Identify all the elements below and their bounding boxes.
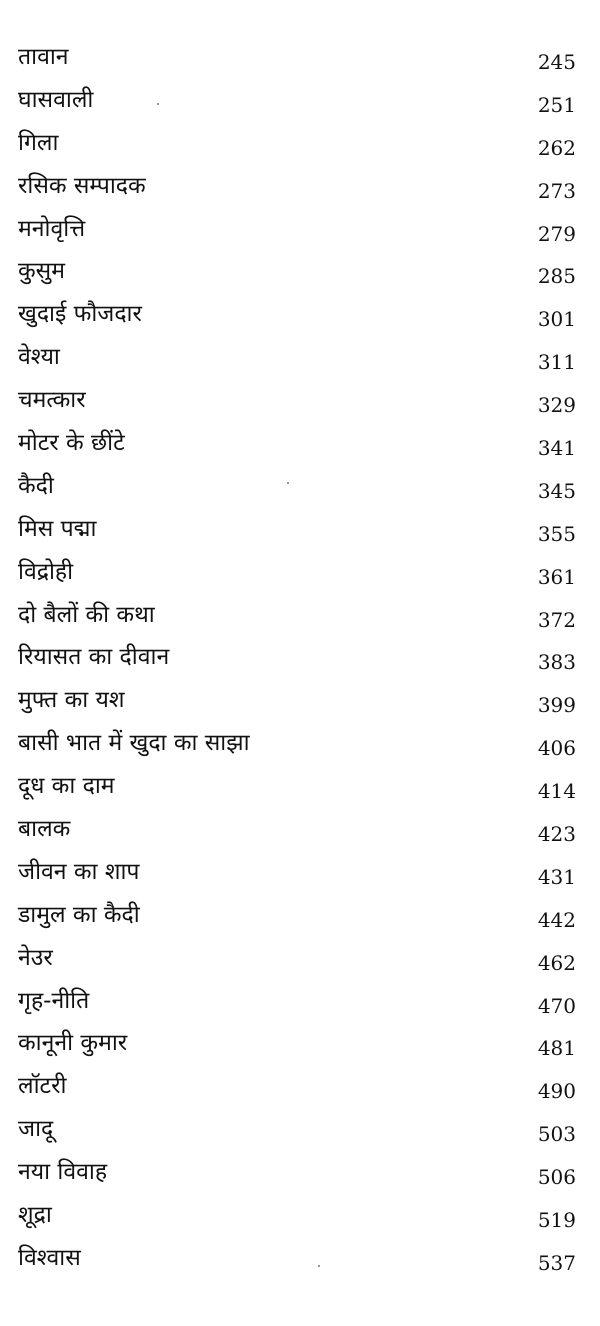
page-number: 345	[537, 478, 576, 503]
print-speck	[157, 103, 159, 105]
page-number: 245	[537, 50, 576, 74]
toc-row	[0, 1155, 600, 1198]
page-number: 361	[537, 564, 576, 589]
page-number: 311	[537, 350, 576, 375]
page-number: 442	[537, 907, 576, 932]
page-number: 481	[537, 1036, 576, 1061]
story-title: कुसुम	[18, 258, 65, 285]
story-title: चमत्कार	[18, 387, 86, 414]
toc-row	[0, 683, 600, 726]
toc-row	[0, 126, 600, 169]
toc-row	[0, 812, 600, 855]
toc-row	[0, 340, 600, 383]
story-title: गृह-नीति	[18, 987, 90, 1014]
page-number: 503	[537, 1122, 576, 1147]
page-number: 490	[537, 1079, 576, 1104]
story-title: बासी भात में खुदा का साझा	[18, 730, 250, 757]
story-title: जीवन का शाप	[18, 858, 140, 885]
page-number: 372	[537, 607, 576, 632]
story-title: वेश्या	[18, 344, 60, 371]
story-title: शूद्रा	[18, 1202, 52, 1229]
toc-row	[0, 1198, 600, 1241]
story-title: कानूनी कुमार	[18, 1030, 128, 1057]
page-number: 341	[537, 436, 576, 461]
toc-row	[0, 1241, 600, 1284]
page-number: 279	[537, 221, 576, 246]
toc-row	[0, 1026, 600, 1069]
page-number: 462	[537, 950, 576, 975]
toc-row	[0, 769, 600, 812]
page-number: 301	[537, 307, 576, 332]
table-of-contents	[0, 40, 600, 1284]
story-title: विश्वास	[18, 1244, 81, 1271]
story-title: दूध का दाम	[18, 773, 115, 800]
story-title: मोटर के छींटे	[18, 430, 125, 457]
story-title: जादू	[18, 1116, 54, 1143]
story-title: दो बैलों की कथा	[18, 601, 155, 628]
page-number: 399	[537, 693, 576, 718]
toc-row	[0, 469, 600, 512]
page-number: 537	[537, 1250, 576, 1275]
story-title: खुदाई फौजदार	[18, 301, 142, 328]
story-title: लॉटरी	[18, 1073, 67, 1100]
toc-row	[0, 212, 600, 255]
page-number: 329	[537, 393, 576, 418]
toc-row	[0, 169, 600, 212]
page-number: 383	[537, 650, 576, 675]
print-speck	[318, 1265, 320, 1267]
story-title: डामुल का कैदी	[18, 901, 140, 928]
toc-row	[0, 1112, 600, 1155]
page-number: 251	[537, 92, 576, 117]
story-title: नया विवाह	[18, 1159, 108, 1186]
page-number: 423	[537, 822, 576, 847]
toc-row	[0, 598, 600, 641]
story-title: नेउर	[18, 944, 53, 971]
story-title: तावान	[18, 44, 69, 70]
print-speck	[287, 482, 289, 484]
toc-row	[0, 426, 600, 469]
page-number: 273	[537, 178, 576, 203]
page-number: 470	[537, 993, 576, 1018]
toc-row	[0, 726, 600, 769]
toc-row	[0, 941, 600, 984]
story-title: रसिक सम्पादक	[18, 172, 146, 199]
toc-row	[0, 254, 600, 297]
toc-row	[0, 855, 600, 898]
toc-row	[0, 383, 600, 426]
page-number: 285	[537, 264, 576, 289]
toc-row	[0, 984, 600, 1027]
story-title: मुफ्त का यश	[18, 687, 125, 714]
toc-row	[0, 83, 600, 126]
story-title: कैदी	[18, 472, 54, 499]
story-title: रियासत का दीवान	[18, 644, 170, 671]
story-title: मिस पद्मा	[18, 515, 97, 542]
toc-row	[0, 640, 600, 683]
toc-row	[0, 898, 600, 941]
page-number: 262	[537, 135, 576, 160]
story-title: घासवाली	[18, 86, 94, 113]
page-number: 414	[537, 779, 576, 804]
toc-row	[0, 297, 600, 340]
page-number: 506	[537, 1165, 576, 1190]
toc-row	[0, 1069, 600, 1112]
toc-row	[0, 512, 600, 555]
story-title: मनोवृत्ति	[18, 215, 86, 242]
toc-row	[0, 40, 600, 83]
story-title: गिला	[18, 129, 59, 156]
toc-row	[0, 555, 600, 598]
page-number: 355	[537, 521, 576, 546]
page-number: 406	[537, 736, 576, 761]
page-number: 431	[537, 864, 576, 889]
story-title: विद्रोही	[18, 558, 74, 585]
page-number: 519	[537, 1208, 576, 1233]
story-title: बालक	[18, 816, 71, 843]
